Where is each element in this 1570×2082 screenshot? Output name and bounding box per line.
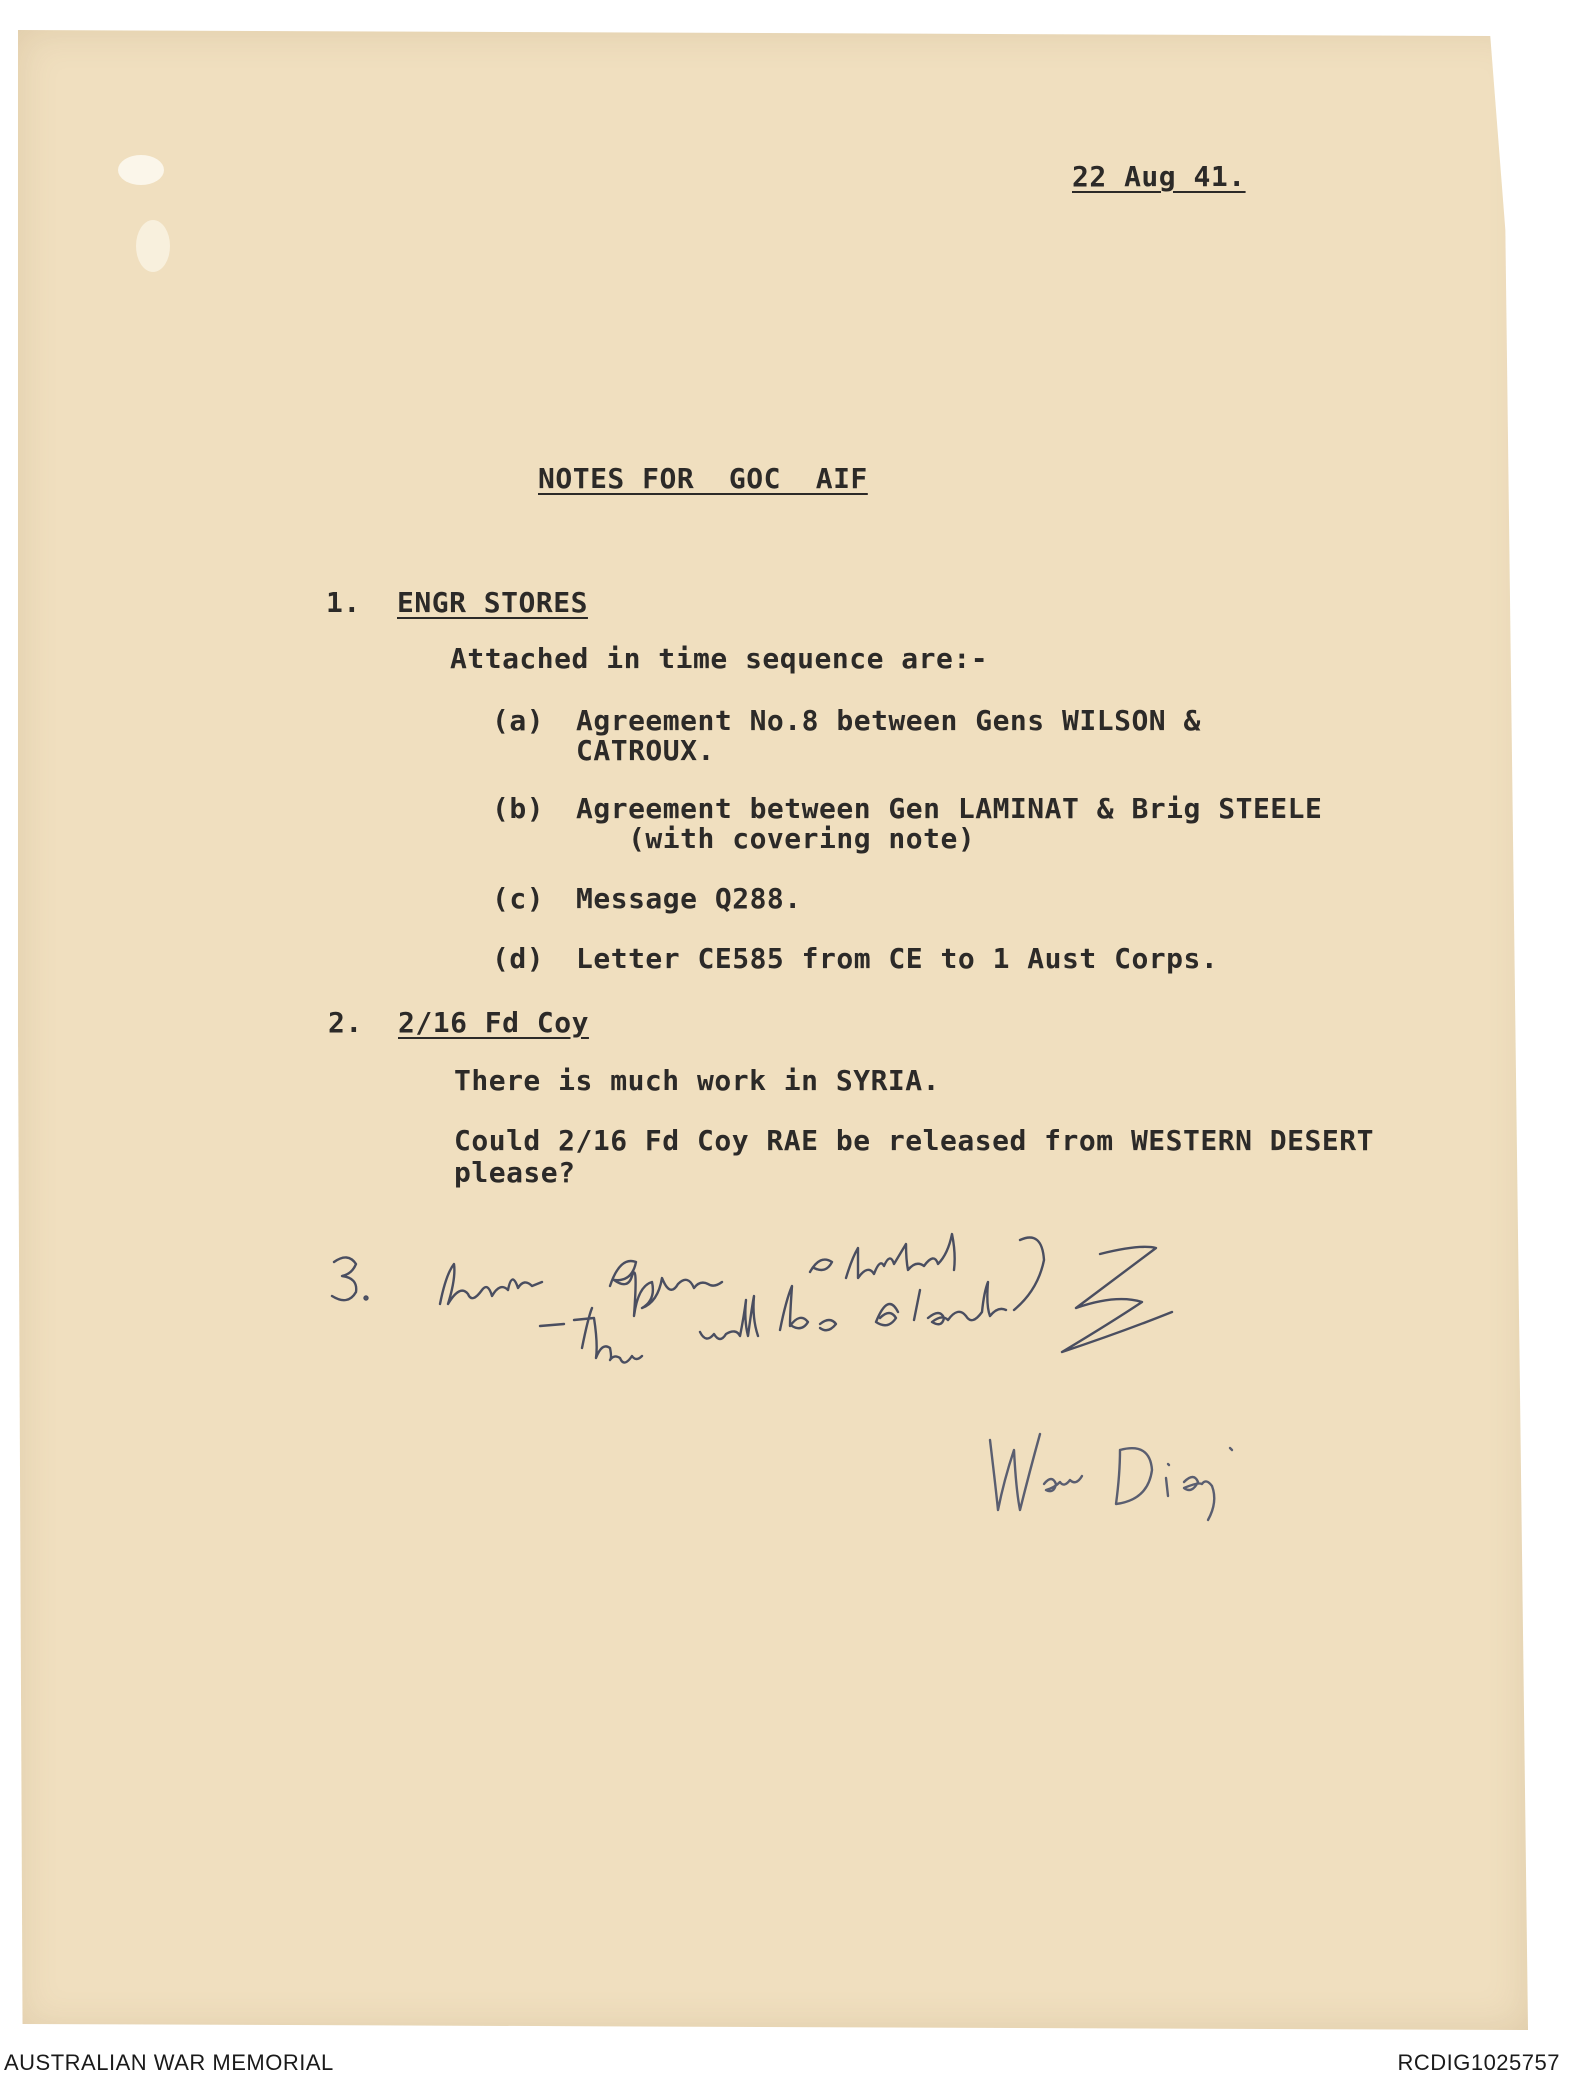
item-a-label: (a) bbox=[492, 704, 545, 737]
section-1-heading: ENGR STORES bbox=[397, 586, 588, 619]
item-b-line2: (with covering note) bbox=[576, 822, 976, 855]
item-c-label: (c) bbox=[492, 882, 545, 915]
item-b-label: (b) bbox=[492, 792, 545, 825]
section-1-number: 1. bbox=[326, 586, 361, 619]
document-title: NOTES FOR GOC AIF bbox=[538, 462, 868, 495]
section-1-intro: Attached in time sequence are:- bbox=[450, 642, 989, 675]
section-2-para2-line1: Could 2/16 Fd Coy RAE be released from WESTERN DESERT bbox=[454, 1124, 1374, 1157]
section-2-number: 2. bbox=[328, 1006, 363, 1039]
item-d-label: (d) bbox=[492, 942, 545, 975]
punch-hole-top bbox=[118, 155, 164, 185]
section-2-para2-line2: please? bbox=[454, 1156, 576, 1189]
item-b-line1: Agreement between Gen LAMINAT & Brig STEELE bbox=[576, 792, 1323, 825]
section-2-para1: There is much work in SYRIA. bbox=[454, 1064, 941, 1097]
document-date: 22 Aug 41. bbox=[1072, 160, 1246, 193]
item-a-line2: CATROUX. bbox=[576, 734, 715, 767]
footer-right: RCDIG1025757 bbox=[1397, 2050, 1560, 2075]
item-c-line1: Message Q288. bbox=[576, 882, 802, 915]
item-d-line1: Letter CE585 from CE to 1 Aust Corps. bbox=[576, 942, 1219, 975]
footer-left: AUSTRALIAN WAR MEMORIAL bbox=[4, 2050, 334, 2075]
document-page bbox=[18, 30, 1528, 2030]
handwritten-war-diary bbox=[980, 1420, 1300, 1530]
punch-hole-bottom bbox=[136, 220, 170, 272]
item-a-line1: Agreement No.8 between Gens WILSON & bbox=[576, 704, 1201, 737]
handwritten-note bbox=[320, 1220, 1240, 1400]
section-2-heading: 2/16 Fd Coy bbox=[398, 1006, 589, 1039]
